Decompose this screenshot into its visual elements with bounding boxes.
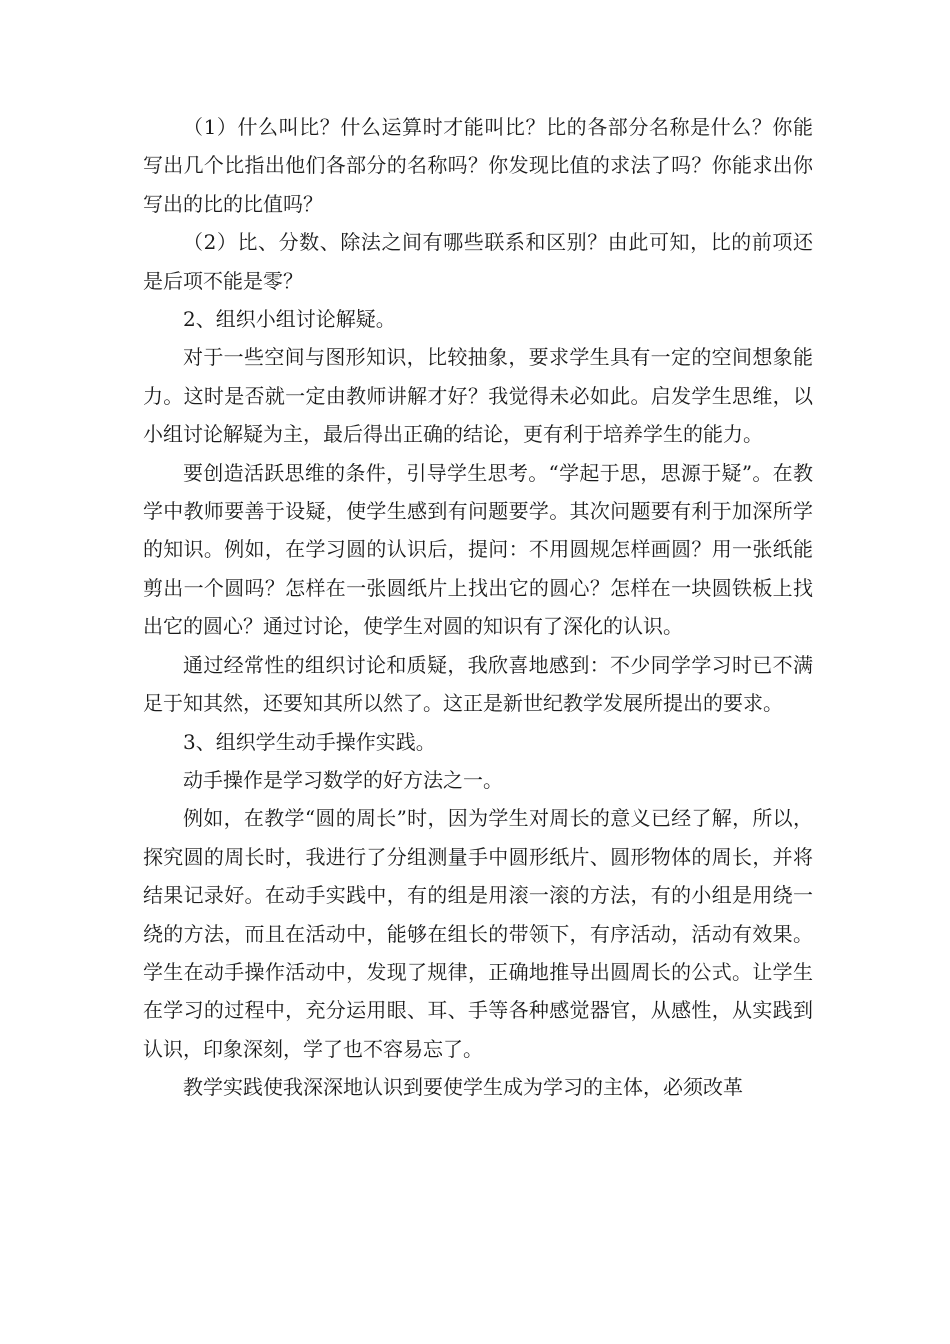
paragraph: 教学实践使我深深地认识到要使学生成为学习的主体，必须改革 <box>183 1075 743 1100</box>
paragraph: 要创造活跃思维的条件，引导学生思考。“学起于思，思源于疑”。在教学中教师要善于设疑，使学生感到有问题要学。其次问题要有利于加深所学的知识。例如，在学习圆的认识后，提问：不用圆规怎样画圆？用一张纸能剪出一个圆吗？怎样在一张圆纸片上找出它的圆心？怎样在一块圆铁板上找出它的圆心？通过讨论，使学生对圆的知识有了深化的认识。 <box>143 460 813 639</box>
section-heading-2: 2、组织小组讨论解疑。 <box>183 307 396 332</box>
section-heading-3: 3、组织学生动手操作实践。 <box>183 729 436 754</box>
paragraph-question-1: （1）什么叫比？什么运算时才能叫比？比的各部分名称是什么？你能写出几个比指出他们各部分的名称吗？你发现比值的求法了吗？你能求出你写出的比的比值吗？ <box>143 115 813 216</box>
paragraph: 对于一些空间与图形知识，比较抽象，要求学生具有一定的空间想象能力。这时是否就一定由教师讲解才好？我觉得未必如此。启发学生思维，以小组讨论解疑为主，最后得出正确的结论，更有利于培养学生的能力。 <box>143 345 813 447</box>
paragraph: 通过经常性的组织讨论和质疑，我欣喜地感到：不少同学学习时已不满足于知其然，还要知其所以然了。这正是新世纪教学发展所提出的要求。 <box>143 652 813 716</box>
paragraph: 例如，在教学“圆的周长”时，因为学生对周长的意义已经了解，所以，探究圆的周长时，我进行了分组测量手中圆形纸片、圆形物体的周长，并将结果记录好。在动手实践中，有的组是用滚一滚的方法，有的小组是用绕一绕的方法，而且在活动中，能够在组长的带领下，有序活动，活动有效果。学生在动手操作活动中，发现了规律，正确地推导出圆周长的公式。让学生在学习的过程中，充分运用眼、耳、手等各种感觉器官，从感性，从实践到认识，印象深刻，学了也不容易忘了。 <box>143 806 813 1061</box>
document-body <box>143 108 813 1107</box>
paragraph-question-2: （2）比、分数、除法之间有哪些联系和区别？由此可知，比的前项还是后项不能是零？ <box>143 230 813 293</box>
paragraph: 动手操作是学习数学的好方法之一。 <box>183 767 503 792</box>
